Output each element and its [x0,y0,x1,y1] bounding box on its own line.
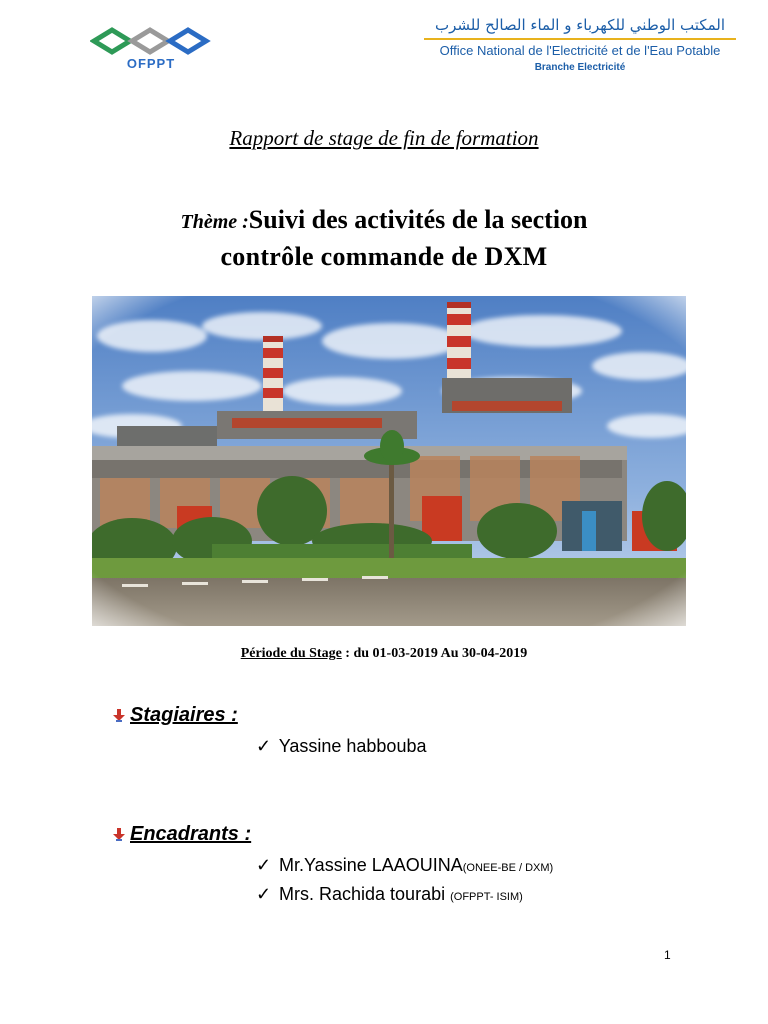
page-number: 1 [664,948,671,962]
theme-line-2: contrôle commande de DXM [220,242,548,271]
ofppt-logo [90,26,212,72]
onee-branch-name: Branche Electricité [534,62,626,73]
onee-french-name: Office National de l'Electricité et de l'Eau Potable [439,43,721,58]
checkmark-icon: ✓ [256,855,272,875]
ofppt-logo-text: OFPPT [126,56,176,71]
encadrant-name: Mrs. Rachida tourabi [279,884,451,904]
theme-line-1: Suivi des activités de la section [248,205,588,234]
ofppt-logo-mark [90,26,212,56]
stagiaire-item [256,736,426,757]
power-plant-illustration [92,296,686,626]
checkmark-icon: ✓ [256,736,272,756]
period-label: Période du Stage [240,646,342,661]
encadrant-name: Mr.Yassine LAAOUINA [279,855,463,875]
checkmark-icon: ✓ [256,884,272,904]
onee-divider [424,38,736,40]
encadrants-heading [112,823,251,846]
arrow-bullet-icon [112,708,126,722]
stagiaires-heading [112,704,238,727]
stagiaires-title: Stagiaires : [130,704,238,726]
report-title: Rapport de stage de fin de formation [229,126,539,150]
theme-heading [0,205,768,235]
internship-period [0,646,768,662]
power-plant-photo [92,296,686,626]
encadrant-item [256,884,523,905]
stagiaire-name: Yassine habbouba [278,736,427,756]
onee-arabic-name: المكتب الوطني للكهرباء و الماء الصالح للشرب [435,16,725,34]
period-dates: : du 01-03-2019 Au 30-04-2019 [341,646,528,661]
encadrant-item [256,855,553,876]
onee-logo [420,16,740,73]
encadrant-affiliation: (ONEE-BE / DXM) [462,862,554,874]
arrow-bullet-icon [112,827,126,841]
encadrants-title: Encadrants : [130,823,252,845]
theme-label: Thème : [180,211,249,233]
encadrant-affiliation: (OFPPT- ISIM) [450,891,523,903]
